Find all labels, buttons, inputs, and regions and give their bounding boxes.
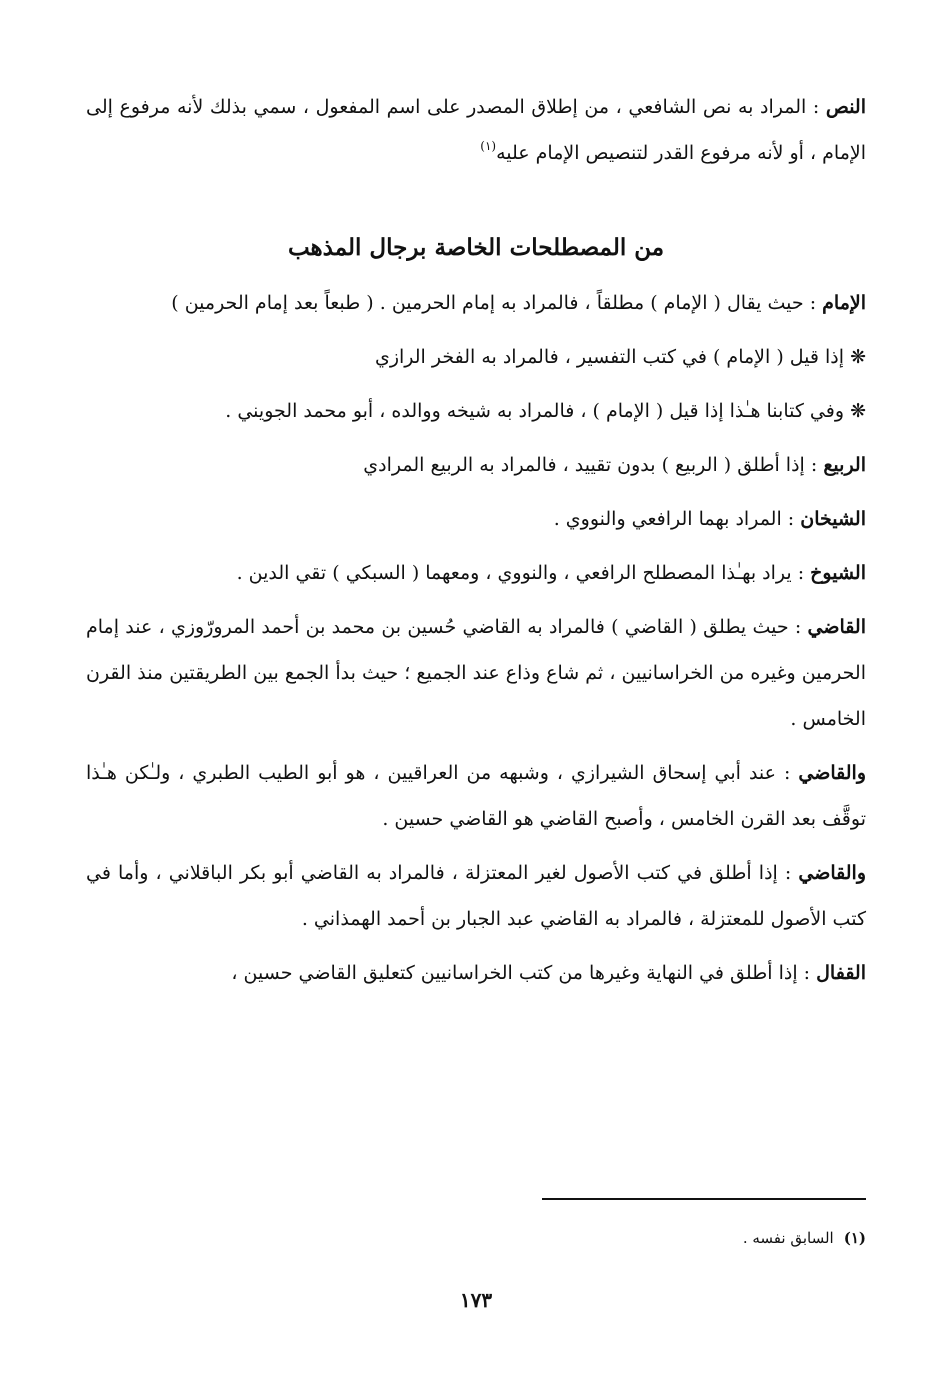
term-label: القاضي: [807, 616, 866, 638]
main-text: [86, 84, 866, 176]
term-definition: : إذا أطلق في كتب الأصول لغير المعتزلة ، فالمراد به القاضي أبو بكر الباقلاني ، وأما في كتب الأصول للمعتزلة ، فالمراد به القاضي عبد الجبار بن أحمد الهمذاني .: [86, 862, 866, 930]
term-label: الشيوخ: [810, 562, 866, 584]
paragraph-shuyukh: [86, 550, 866, 596]
paragraph-nass: [86, 84, 866, 176]
paragraph-rabi: [86, 442, 866, 488]
paragraph-shaykhan: [86, 496, 866, 542]
term-label: والقاضي: [798, 862, 866, 884]
term-nass: النص: [825, 96, 866, 118]
paragraph-imam: [86, 280, 866, 326]
paragraph-imam-book: [86, 388, 866, 434]
paragraph-qadi-3: [86, 850, 866, 942]
term-label: والقاضي: [798, 762, 866, 784]
paragraph-imam-tafsir: [86, 334, 866, 380]
term-definition: : المراد بهما الرافعي والنووي .: [553, 508, 801, 530]
footnote-reference[interactable]: (١): [480, 139, 497, 153]
term-definition: : حيث يقال ( الإمام ) مطلقاً ، فالمراد به إمام الحرمين . ( طبعاً بعد إمام الحرمين ): [171, 292, 823, 314]
paragraph-qadi-2: [86, 750, 866, 842]
footnote: [743, 1226, 866, 1250]
footnote-divider: [542, 1198, 866, 1200]
terms-list: [86, 280, 866, 996]
term-label: الإمام: [822, 292, 866, 314]
footnote-number: (١): [843, 1229, 866, 1247]
term-definition: ❋ إذا قيل ( الإمام ) في كتب التفسير ، فالمراد به الفخر الرازي: [374, 346, 866, 368]
term-definition: : إذا أطلق في النهاية وغيرها من كتب الخراسانيين كتعليق القاضي حسين ،: [231, 962, 817, 984]
term-definition: : إذا أطلق ( الربيع ) بدون تقييد ، فالمراد به الربيع المرادي: [363, 454, 824, 476]
term-label: الشيخان: [800, 508, 866, 530]
paragraph-qadi-1: [86, 604, 866, 742]
term-label: الربيع: [823, 454, 866, 476]
footnote-text: السابق نفسه .: [742, 1229, 834, 1247]
section-heading: من المصطلحات الخاصة برجال المذهب: [287, 234, 665, 261]
definition-nass: : المراد به نص الشافعي ، من إطلاق المصدر على اسم المفعول ، سمي بذلك لأنه مرفوع إلى الإمام ، أو لأنه مرفوع القدر لتنصيص الإمام عليه: [86, 96, 866, 164]
term-definition: ❋ وفي كتابنا هـٰذا إذا قيل ( الإمام ) ، فالمراد به شيخه ووالده ، أبو محمد الجويني .: [225, 400, 866, 422]
paragraph-qaffal: [86, 950, 866, 996]
page-number: ١٧٣: [459, 1288, 493, 1312]
term-definition: : يراد بهـٰذا المصطلح الرافعي ، والنووي ، ومعهما ( السبكي ) تقي الدين .: [236, 562, 811, 584]
term-definition: : عند أبي إسحاق الشيرازي ، وشبهه من العراقيين ، هو أبو الطيب الطبري ، ولـٰكن هـٰذا توقَّف بعد القرن الخامس ، وأصبح القاضي هو القاضي حسين .: [86, 762, 866, 830]
term-definition: : حيث يطلق ( القاضي ) فالمراد به القاضي حُسين بن محمد بن أحمد المرورّوزي ، عند إمام الحرمين وغيره من الخراسانيين ، ثم شاع وذاع عند الجميع ؛ حيث بدأ الجمع بين الطريقتين منذ القرن الخامس .: [86, 616, 866, 730]
term-label: القفال: [816, 962, 866, 984]
